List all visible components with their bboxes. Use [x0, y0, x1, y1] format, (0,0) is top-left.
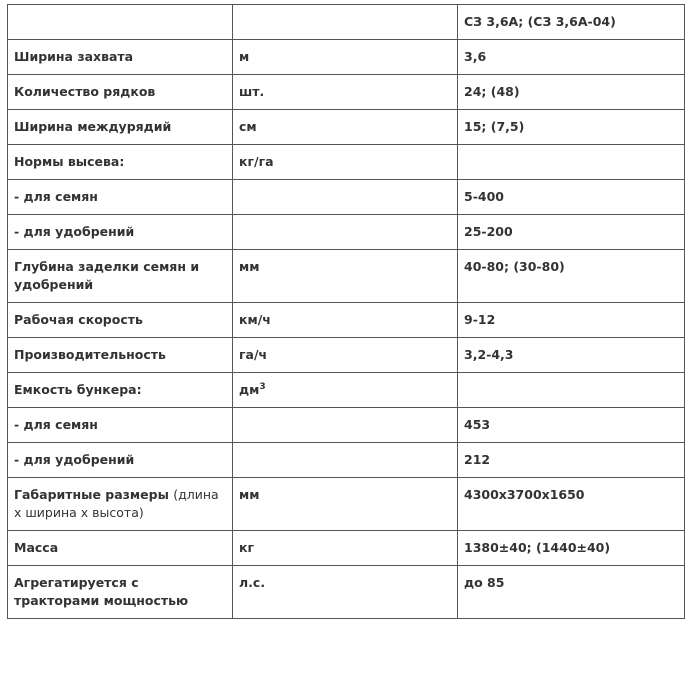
unit-cell — [233, 215, 458, 250]
unit-cell: кг — [233, 531, 458, 566]
param-cell: - для удобрений — [8, 443, 233, 478]
value-cell: до 85 — [458, 566, 685, 619]
param-cell: Ширина междурядий — [8, 110, 233, 145]
table-row — [8, 338, 685, 373]
value-cell: 4300х3700х1650 — [458, 478, 685, 531]
table-row — [8, 75, 685, 110]
value-cell: 5-400 — [458, 180, 685, 215]
value-cell: 3,2-4,3 — [458, 338, 685, 373]
unit-cell: мм — [233, 478, 458, 531]
header-model-cell: СЗ 3,6А; (СЗ 3,6А-04) — [458, 5, 685, 40]
unit-cell: кг/га — [233, 145, 458, 180]
table-header-row — [8, 5, 685, 40]
header-unit-cell — [233, 5, 458, 40]
table-row — [8, 110, 685, 145]
unit-cell: шт. — [233, 75, 458, 110]
param-cell: Рабочая скорость — [8, 303, 233, 338]
table-row — [8, 180, 685, 215]
table-row — [8, 303, 685, 338]
unit-cell: мм — [233, 250, 458, 303]
param-cell: - для семян — [8, 408, 233, 443]
param-cell: Количество рядков — [8, 75, 233, 110]
param-note: (длина х ширина х высота) — [14, 487, 219, 520]
table-row — [8, 373, 685, 408]
unit-cell: км/ч — [233, 303, 458, 338]
value-cell: 1380±40; (1440±40) — [458, 531, 685, 566]
value-cell: 25-200 — [458, 215, 685, 250]
param-cell: - для удобрений — [8, 215, 233, 250]
table-row — [8, 215, 685, 250]
value-cell: 40-80; (30-80) — [458, 250, 685, 303]
value-cell — [458, 373, 685, 408]
value-cell: 9-12 — [458, 303, 685, 338]
unit-superscript: 3 — [259, 382, 266, 392]
unit-cell: га/ч — [233, 338, 458, 373]
value-cell: 3,6 — [458, 40, 685, 75]
table-row — [8, 40, 685, 75]
unit-cell — [233, 408, 458, 443]
value-cell: 453 — [458, 408, 685, 443]
param-cell — [8, 478, 233, 531]
value-cell: 15; (7,5) — [458, 110, 685, 145]
param-cell: Масса — [8, 531, 233, 566]
param-cell: Агрегатируется с тракторами мощностью — [8, 566, 233, 619]
param-cell: - для семян — [8, 180, 233, 215]
table-row — [8, 531, 685, 566]
value-cell: 24; (48) — [458, 75, 685, 110]
table-row — [8, 443, 685, 478]
param-cell: Ширина захвата — [8, 40, 233, 75]
unit-cell: м — [233, 40, 458, 75]
table-row — [8, 250, 685, 303]
value-cell: 212 — [458, 443, 685, 478]
unit-text: дм — [239, 382, 260, 397]
unit-cell: см — [233, 110, 458, 145]
param-cell: Нормы высева: — [8, 145, 233, 180]
table-row — [8, 145, 685, 180]
value-cell — [458, 145, 685, 180]
unit-cell — [233, 443, 458, 478]
unit-cell — [233, 373, 458, 408]
param-cell: Емкость бункера: — [8, 373, 233, 408]
table-row — [8, 408, 685, 443]
header-param-cell — [8, 5, 233, 40]
specifications-table — [7, 4, 685, 619]
unit-cell: л.с. — [233, 566, 458, 619]
param-cell: Производительность — [8, 338, 233, 373]
table-row — [8, 566, 685, 619]
table-row — [8, 478, 685, 531]
param-cell: Глубина заделки семян и удобрений — [8, 250, 233, 303]
param-text: Габаритные размеры — [14, 487, 169, 502]
unit-cell — [233, 180, 458, 215]
